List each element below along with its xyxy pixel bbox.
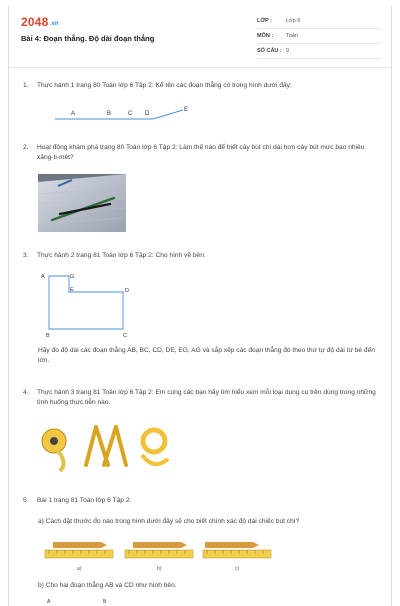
question-text: Bài 1 trang 81 Toán lớp 6 Tập 2: xyxy=(37,497,132,504)
document-page xyxy=(8,6,392,606)
vertex-label-a: A xyxy=(41,274,45,280)
option-caption-a: a) xyxy=(77,566,82,572)
question-3-followup: Hãy đo độ dài các đoạn thẳng AB, BC, CD, DE, EG, AG và sắp xếp các đoạn thẳng đó theo thứ tự độ dài từ bé đến lớn. xyxy=(38,347,375,364)
point-label-e: E xyxy=(184,107,189,113)
figure-polygon-abcdeg xyxy=(37,269,137,339)
meta-key: LỚP : xyxy=(257,18,272,24)
meta-row-class xyxy=(257,14,381,29)
question-number: 2. xyxy=(23,144,29,151)
question-text: Thực hành 3 trang 81 Toán lớp 6 Tập 2: Em cùng các bạn hãy tìm hiểu xem mỗi loại dụng cụ trên dùng trong những tình huống thực tiễn nào. xyxy=(37,389,376,406)
meta-value: Lớp 6 xyxy=(286,18,301,24)
meta-value: 9 xyxy=(286,48,290,54)
logo-domain: .vn xyxy=(49,21,59,27)
measuring-tools-photo xyxy=(38,419,172,473)
segment-ab-figure xyxy=(45,594,125,604)
question-number: 1. xyxy=(23,82,29,89)
tape-measure-icon xyxy=(42,429,66,471)
question-number: 3. xyxy=(23,252,29,259)
point-label-b: B xyxy=(103,599,107,605)
folding-ruler-icon xyxy=(86,427,126,465)
question-5b-text: b) Cho hai đoạn thẳng AB và CD như hình bên. xyxy=(38,582,177,589)
point-label-d: D xyxy=(145,111,150,117)
question-number: 5. xyxy=(23,497,29,504)
question-text: Thực hành 2 trang 81 Toán lớp 6 Tập 2: Cho hình vẽ bên: xyxy=(37,252,206,259)
option-caption-b: b) xyxy=(157,566,162,572)
question-number: 4. xyxy=(23,389,29,396)
meta-key: SỐ CÂU : xyxy=(257,48,282,54)
vertex-label-d: D xyxy=(125,288,129,294)
point-label-a: A xyxy=(47,599,51,605)
pencil-pen-photo xyxy=(38,174,126,232)
ruler-option-c xyxy=(203,542,271,572)
site-logo[interactable] xyxy=(21,15,59,29)
ruler-options-figure xyxy=(45,536,275,574)
option-caption-c: c) xyxy=(235,566,240,572)
ruler-option-a xyxy=(45,542,113,572)
meta-table xyxy=(257,14,381,59)
point-label-b: B xyxy=(107,111,112,117)
sewing-tape-icon xyxy=(142,430,168,464)
meta-row-subject xyxy=(257,29,381,44)
meta-value: Toán xyxy=(286,33,298,39)
figure-segments-line xyxy=(53,102,193,124)
vertex-label-g: G xyxy=(70,274,75,280)
vertex-label-e: E xyxy=(70,287,74,293)
meta-key: MÔN : xyxy=(257,33,274,39)
point-label-a: A xyxy=(71,111,76,117)
vertex-label-c: C xyxy=(123,333,127,339)
question-text: Hoạt động khám phá trang 80 Toán lớp 6 Tập 2: Làm thế nào để biết cây bút chì dài hơn cây bút mực bao nhiêu xăng-ti-mét? xyxy=(37,144,365,161)
question-text: Thực hành 1 trang 80 Toán lớp 6 Tập 2: Kể tên các đoạn thẳng có trong hình dưới đây: xyxy=(37,82,292,89)
worksheet-header xyxy=(9,6,391,68)
vertex-label-b: B xyxy=(46,333,50,339)
logo-number: 2048 xyxy=(21,15,49,29)
meta-row-count xyxy=(257,44,381,59)
lesson-title: Bài 4: Đoạn thẳng. Độ dài đoạn thẳng xyxy=(21,34,155,43)
point-label-c: C xyxy=(128,111,133,117)
question-5a-text: a) Cách đặt thước đo nào trong hình dưới đây sẽ cho biết chính xác độ dài chiếc bút chì? xyxy=(38,518,300,525)
ruler-option-b xyxy=(125,542,193,572)
